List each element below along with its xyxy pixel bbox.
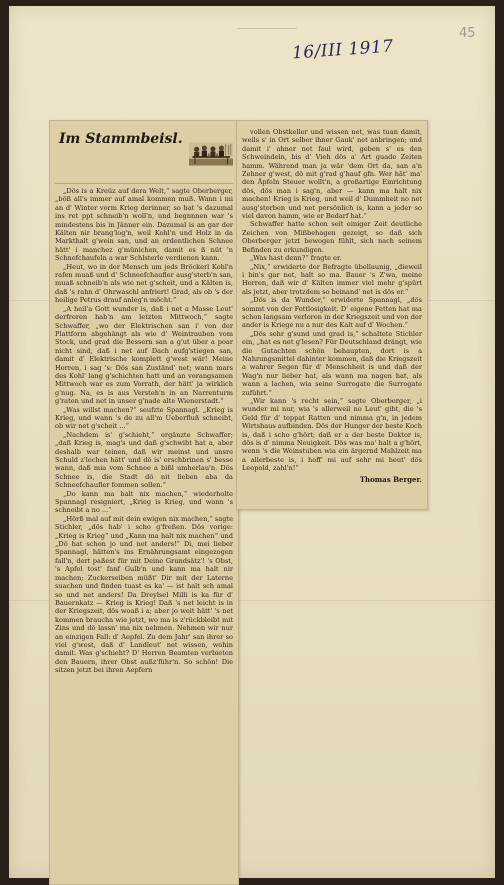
clipping-right-column <box>236 120 428 510</box>
paragraph: „Was willst machen?“ seufzte Spannagl. „Krieg is Krieg, und wann 's de zu all'm Ueberfluß schneibt, ob wir net g'scheit ...“ <box>55 405 233 431</box>
paragraph: „Dös is da Wunder,“ erwiderte Spannagl, „dös sommt von der Fettlosigkeit. D' eigene Fetten hat ma schon langsam verloren in der Kriegszeit und von der ander is Kriege nu a nur des Kalt auf d' Wochen.“ <box>242 296 422 330</box>
tavern-scene-illustration <box>189 127 233 181</box>
article-title: Im Stammbeisl. <box>59 131 183 147</box>
author-signature: Thomas Berger. <box>359 474 422 484</box>
paragraph: „Heut, wo in der Mensch um jeds Bröckerl Kohl'n rafen muaß und d' Schneefchaufler ausg'sterb'n san, muaß schneib'n als wie net g'scheit, und a Kälten is, daß 's rahn d' Ohrwaschl anfriert! Grad, als ob 's der heilige Petrus drauf anleg'n möcht.“ <box>55 262 233 305</box>
paragraph: „Nix,“ erwiderte der Befragte übellaunig, „dieweil i bin's gar net, halt so ma. Bauer 's Z'wa, meine Herren, daß wir d' Kälten immer viel mehr g'spürt als jetzt, aber trotzdem so beinand' net is dös er.“ <box>242 262 422 296</box>
paragraph: vollen Obstkeller und wissen net, was tuan damit, weils s' in Ort selber ihner Gauk' net anbringen; und damit i' ahner net faul wird, geben s' es den Schweindeln, bis d' Vieh dös a' Art guade Zeiten hamm. Während man ja wär 'dem Ort da, san a'n Zehner g'west, dö mit g'rad g'hauf gfn. Wer hät' ma' den Äpfeln Steuer wollt'n, a großartige Einrichtung dös, dös man i sag'n, aber — kann ma halt nix machen! Krieg is Krieg, und weil d' Dummheit no net ausg'storben und net persönlich is, kann a jeder so viel davon hamm, wie er Bedarf hat.“ <box>242 128 422 221</box>
paragraph: „Hörß mal auf mit dein ewigen nix machen,“ sagte Stichler, „dös hab' i scho g'freßen. Dös vorige: „Krieg is Krieg“ und „Kann ma halt nix machen“ und „Dö hat schon jo und net anders!“ Di, mei lieber Spannagl, hätten's ins Ernährungsamt eingezogen fall'n, dert paßest für mit Deine Grundsätz'! 's Obst, 's Apfel tost' fanf Gulb'n und kann ma halt nir machen; Zuckerseiben müßt' Dir mit der Laterne suachen und finden tuast es ka' — ist halt sch amal so und net anders! Da Dreylsel Milli is ka für d' Bauernkatz — Krieg is Krieg! Daß 's net leicht is in der Kriegszeit, dös woaß i a; aber jo weit hätt' 's net kommen braucha wie jetzt, wo ma is z'rückbleibt mit Zins und dö lassn' ma nix nehmen. Nehmen wir nur an einzigen Fall: d' Aepfel. Zu dem Jahr' san ihrer so viel g'west, daß d' Landleut' net wissen, wohin damit. Was g'schieht? D' Herren Beamten verbieten den Bauern, ihrer Obst außz'führ'n. So schön! Die sitzen jetzt bei ihren Aepfern <box>55 514 233 675</box>
article-left-text <box>55 187 233 675</box>
handwritten-date: 16/III 1917 <box>291 36 395 64</box>
paragraph: Schwaffer hatte schon seit einiger Zeit deutliche Zeichen von Mißbehagen gezeigt, so daß sich Oberberger jetzt bewogen fühlt, sich nach seinem Befinden zu erkundigen. <box>242 220 422 254</box>
paragraph: „Dös is a Kreüz auf dera Welt,“ sagte Oberberger, „böß all's immer auf amal kommen muß. Wann i mi an d' Winter vorm Krieg derinner, so hat 's dazumal ins ret ppt schneib'n woll'n, und begnnnen war 's mindestens bis in Jänner ein. Dazumal is an gar der Kälten nir brang'log'n, weil Kohl'n und Holz in da Markthalt g'wein san, und an ordentlichen Schnee hätt' i manchez g'münichen, damit es ß nüt 'n Schnefchaufeln a war Schlsterle verdienen kann. <box>55 187 233 263</box>
article-header <box>55 125 233 184</box>
article-right-text <box>242 128 422 473</box>
archive-number: 45 <box>459 26 476 41</box>
paragraph: „Was hast denn?“ fragte er. <box>250 254 342 263</box>
paragraph: „Dös sehr g'sund und grad is,“ schaltete Stichler ein, „hat es net g'lesen? Für Deutschland drängt, wie die Gutachten schön behaupten, dort is a Nahrungsmittel dahinter kommen, daß die Kriegszeit a wahrer Segen für d' Menschheit is und daß der Wag'n nur lieber hat, als wann ma nagen hat, als wann a lachen, wia seine Surrogate die Surrogate zuführt.“ <box>242 329 422 397</box>
paragraph: „Nachdem is' g'schieht,“ ergänzte Schwaffer; „daß Krieg is, mag's und daß g'schwibt hat a, aber deshalb war teinen, daß wir meinst und unsre Schuld z'lechen hätt' und dö is' erschbrinen s' besse wann, daß mia vom Schnee a bißl umherlau'n. Dös Schnee is, die Stadt dö nit lieben aba da Schneefchaufler fommen sollen.“ <box>55 430 233 490</box>
clipping-left-column <box>49 120 239 885</box>
faint-stamp <box>237 16 297 29</box>
paragraph: „A heil'a Gott wunder is, daß i net a Masse Leut' derfroren hab'n am letzten Mittwoch,“ sagte Schwaffer, „wo der Elektrischen san i' von der Plattform abgehängt als wie d' Weintrauben vom Stock, und grad die Bessern san a g'ut über a poar nicht sind, daß i net auf Dach aufg'stiegen san, damit d' Elektrische komplett g'west wär! Meine Herren, i sag 's: Dös san Zuständ' net; wann mars des Kohl' lang g'schichten hatt und an vorangsamen Mittwoch war es zum Vorrath, der hätt' ja wirklich g'nug. Na, es is aus Versteh'n in an Narrenturm g'raten und net in unser g'nade alte Wienerstadt.“ <box>55 304 233 406</box>
paragraph: „Wir kann 's recht sein,“ sagte Oberberger, „i wunder mi nur, wia 's allerweil no Leut' gibt, die 's Geld für d' teppat Ratten und nimma g'n, in jedem Wirtshaus aufbinden. Dös der Hunger der beste Koch is, daß i scho g'hört; daß er a der beste Doktor is, dös is d' nimma Neuigkeit. Dös was ma' halt a g'hört, wenn 's die Weinstuben wia ein ärgernd Mahlzeit ma a allerbeste is, i hoff' mi auf sehr mi heut' dös Leopold, zahl'n!“ <box>242 397 422 473</box>
paragraph: „Do kann ma halt nix machen,“ wiederholte Spannagl resigniert, „Krieg is Krieg, und wann 's schneibt a no ...“ <box>55 489 233 515</box>
